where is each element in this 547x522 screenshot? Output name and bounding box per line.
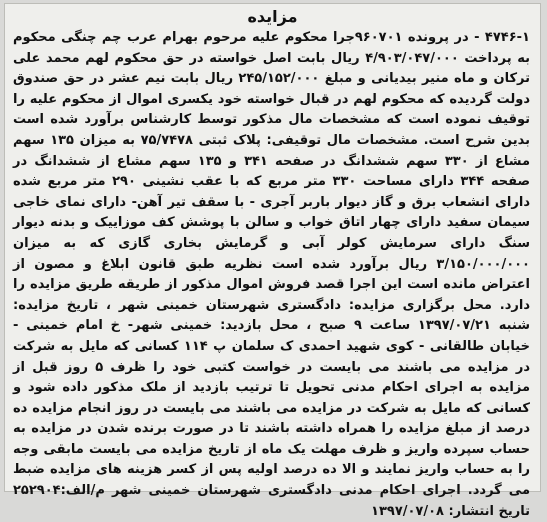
auction-notice — [4, 3, 541, 519]
notice-body — [13, 28, 530, 522]
notice-title: مزایده — [247, 7, 298, 26]
notice-paragraph: ۴۷۴۶-۱ - در پرونده ۹۶۰۷۰۱جرا محکوم علیه مرحوم بهرام عرب چم چنگی محکوم به پرداخت ۴/۹۰۳/۰۴۷/۰۰۰ ریال بابت اصل خواسته در حق محکوم لهم محمد علی ترکان و ماه منیر بیدیانی و مبلغ ۲۴۵/۱۵۲/۰۰۰ ریال بابت نیم عشر در حق صندوق دولت گردیده که محکوم لهم در قبال خواسته خود یکسری اموال از محکوم علیه را توقیف نموده است که مشخصات مال مذکور توسط کارشناس برآورد شده است بدین شرح است. مشخصات مال توقیفی: پلاک ثبتی ۷۵/۷۴۷۸ به میزان ۱۳۵ سهم مشاع از ۳۳۰ سهم ششدانگ در صفحه ۳۴۱ و ۱۳۵ سهم مشاع از ششدانگ در صفحه ۳۴۴ دارای مساحت ۳۳۰ متر مربع که با عقب نشینی ۲۹۰ متر مربع شده دارای انشعاب برق و گاز دیوار باربر آجری - با سقف تیر آهن- دارای نمای خاجی سیمان سفید دارای چهار اتاق خواب و سالن با پوشش کف موزاییک و بدنه دیوار سنگ دارای سرمایش کولر آبی و گرمایش بخاری گازی که به میزان ۳/۱۵۰/۰۰۰/۰۰۰ ریال برآورد شده است نظریه طبق قانون ابلاغ و مصون از اعتراض مانده است این اجرا قصد فروش اموال مذکور از طریقه طریق مزایده را دارد. محل برگزاری مزایده: دادگستری شهرستان خمینی شهر ، تاریخ مزایده: شنبه ۱۳۹۷/۰۷/۲۱ ساعت ۹ صبح ، محل بازدید: خمینی شهر- خ امام خمینی - خیابان طالقانی - کوی شهید احمدی ک سلمان پ ۱۱۴ کسانی که مایل به شرکت در مزایده می باشند می بایست در خواست کتبی خود را ظرف ۵ روز قبل از مزایده به اجرای احکام مدنی تحویل تا ترتیب بازدید از ملک مذکور داده شود و کسانی که مایل به شرکت در مزایده می باشند می بایست در روز انجام مزایده ده درصد از مبلغ مزایده را همراه داشته باشند تا در صورت برنده شدن در مزایده به حساب سپرده واریز و ظرف مهلت یک ماه از تاریخ مزایده می بایست مابقی وجه را به حساب واریز نمایند و الا ده درصد اولیه پس از کسر هزینه های مزایده ضبط می گردد. اجرای احکام مدنی دادگستری شهرستان خمینی شهر م/الف:۲۵۲۹۰۴ تاریخ انتشار: ۱۳۹۷/۰۷/۰۸ — [13, 30, 531, 519]
